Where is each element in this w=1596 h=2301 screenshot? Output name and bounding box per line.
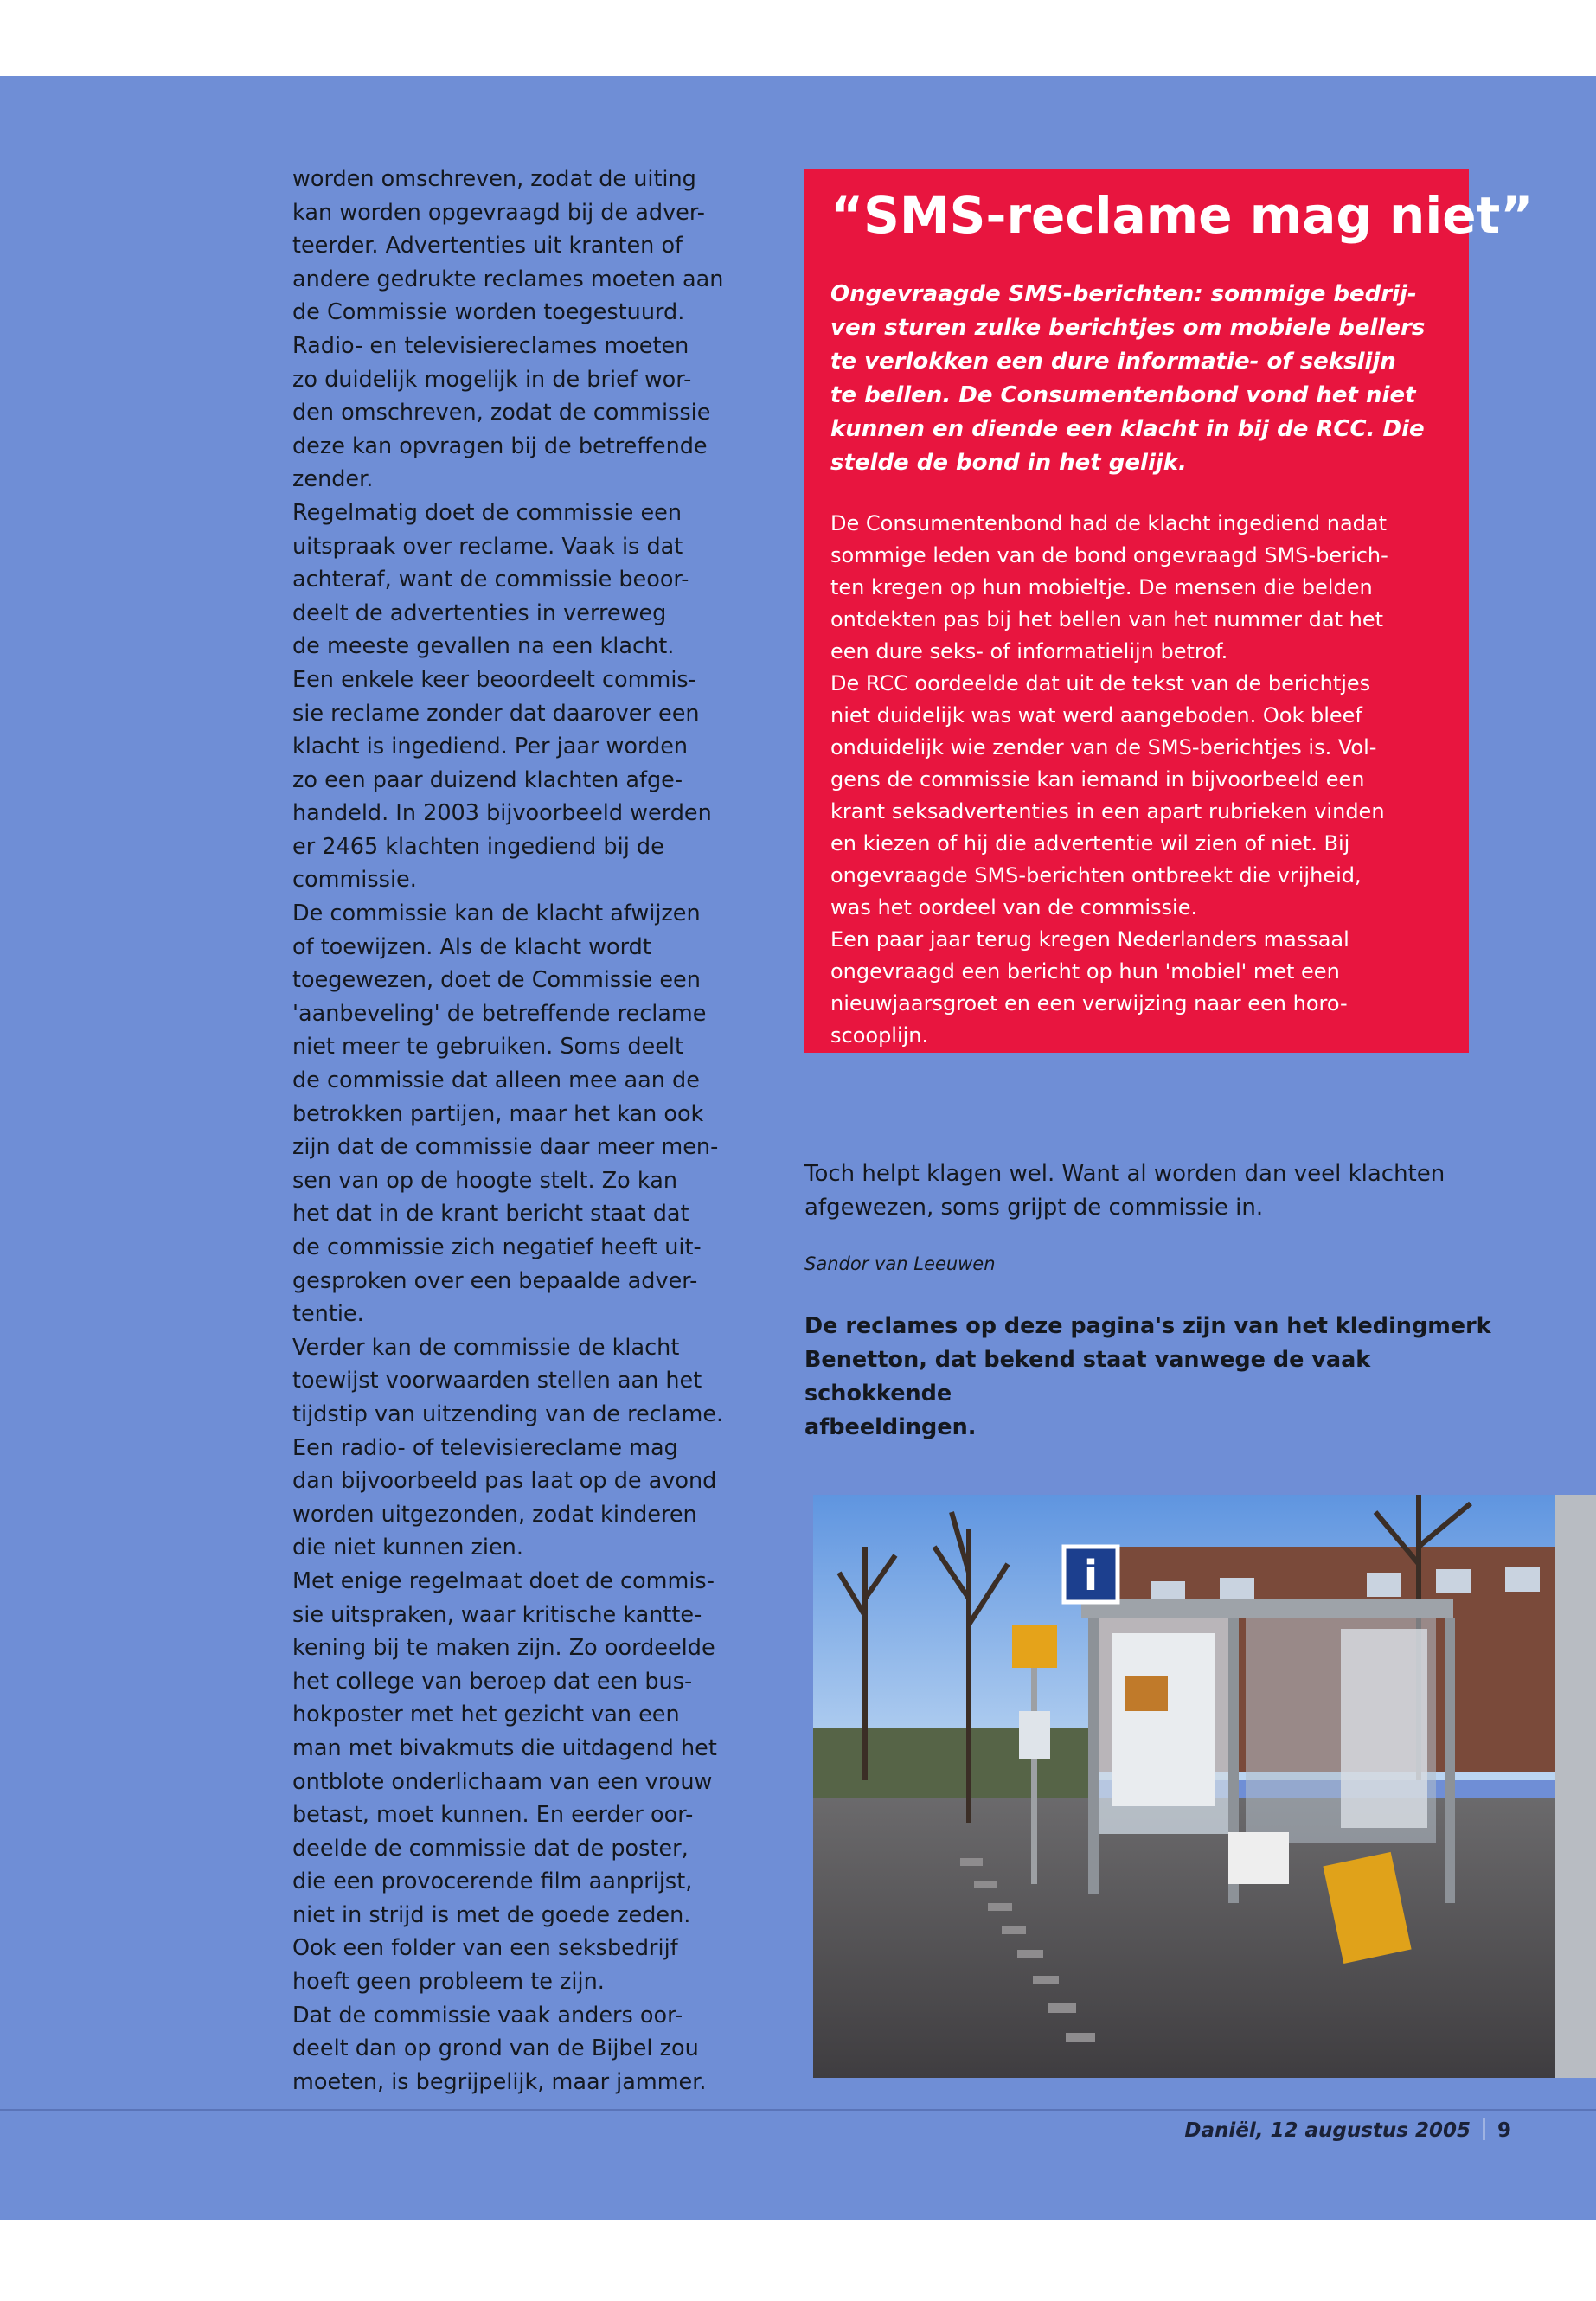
article-line: tijdstip van uitzending van de reclame. [292,1400,724,1427]
article-line: deze kan opvragen bij de betreffende [292,433,708,459]
article-line: betast, moet kunnen. En eerder oor- [292,1802,694,1829]
article-line: tentie. [292,1301,364,1328]
article-line: toewijst voorwaarden stellen aan het [292,1368,702,1394]
article-line: er 2465 klachten ingediend bij de [292,833,664,860]
article-line: sie reclame zonder dat daarover een [292,700,700,727]
sidebar-body-line: krant seksadvertenties in een apart rubrieken vinden [830,799,1385,824]
article-line: Met enige regelmaat doet de commis- [292,1567,715,1594]
article-line: niet in strijd is met de goede zeden. [292,1901,691,1928]
article-line: hoeft geen probleem te zijn. [292,1969,605,1996]
article-line: Dat de commissie vaak anders oor- [292,2002,683,2029]
photo-pavement [813,1798,1596,2078]
article-line: deelde de commissie dat de poster, [292,1835,689,1862]
sidebar-body-line: ten kregen op hun mobieltje. De mensen die belden [830,575,1373,599]
footer-publication: Daniël, 12 augustus 2005 [1184,2119,1471,2142]
article-line: zijn dat de commissie daar meer men- [292,1134,719,1161]
author-byline: Sandor van Leeuwen [804,1253,996,1274]
article-line: de commissie dat alleen mee aan de [292,1067,700,1094]
sidebar-lead-line: stelde de bond in het gelijk. [830,450,1187,476]
article-line: toegewezen, doet de Commissie een [292,967,701,994]
caption-line: De reclames op deze pagina's zijn van het kledingmerk [804,1313,1491,1339]
article-line: of toewijzen. Als de klacht wordt [292,933,651,960]
article-line: die niet kunnen zien. [292,1535,523,1561]
sidebar-body-line: ongevraagd een bericht op hun 'mobiel' met een [830,959,1340,984]
sidebar-lead-line: te bellen. De Consumentenbond vond het niet [830,382,1416,408]
article-line: gesproken over een bepaalde adver- [292,1267,698,1294]
article-line: worden omschreven, zodat de uiting [292,166,696,192]
article-line: sen van op de hoogte stelt. Zo kan [292,1167,677,1194]
photo-caption [804,1310,1514,1445]
sidebar-body-line: Een paar jaar terug kregen Nederlanders massaal [830,927,1349,952]
page-number: 9 [1497,2119,1511,2142]
caption-line: Benetton, dat bekend staat vanwege de vaak schokkende [804,1347,1371,1407]
article-line: het dat in de krant bericht staat dat [292,1201,689,1227]
article-line: handeld. In 2003 bijvoorbeeld werden [292,800,712,827]
article-line: moeten, is begrijpelijk, maar jammer. [292,2068,707,2095]
closing-line: Toch helpt klagen wel. Want al worden dan veel klachten [804,1161,1445,1187]
sidebar-lead-line: Ongevraagde SMS-berichten: sommige bedrij- [830,281,1417,307]
article-line: betrokken partijen, maar het kan ook [292,1100,704,1127]
article-line: Radio- en televisiereclames moeten [292,332,689,359]
article-line: kan worden opgevraagd bij de adver- [292,199,705,226]
closing-paragraph [804,1157,1514,1225]
sidebar-lead-line: te verlokken een dure informatie- of sekslijn [830,349,1396,375]
article-line: die een provocerende film aanprijst, [292,1868,693,1895]
sidebar-body-line: sommige leden van de bond ongevraagd SMS-berich- [830,543,1388,567]
article-line: 'aanbeveling' de betreffende reclame [292,1000,707,1027]
article-line: De commissie kan de klacht afwijzen [292,901,701,927]
article-line: hokposter met het gezicht van een [292,1702,680,1728]
sidebar-body-line: De Consumentenbond had de klacht ingediend nadat [830,511,1387,535]
sidebar-body [830,508,1441,1052]
article-line: commissie. [292,867,417,894]
footer-separator [1483,2118,1485,2140]
article-line: Een radio- of televisiereclame mag [292,1434,678,1461]
article-line: dan bijvoorbeeld pas laat op de avond [292,1468,717,1495]
article-line: achteraf, want de commissie beoor- [292,567,689,593]
sidebar-body-line: scooplijn. [830,1023,929,1048]
article-line: andere gedrukte reclames moeten aan [292,266,724,292]
sidebar-body-line: niet duidelijk was wat werd aangeboden. Ook bleef [830,703,1362,727]
article-line: zo duidelijk mogelijk in de brief wor- [292,366,692,393]
article-line: Een enkele keer beoordeelt commis- [292,666,696,693]
sidebar-body-line: ontdekten pas bij het bellen van het nummer dat het [830,607,1384,631]
sidebar-title: “SMS-reclame mag niet” [830,186,1534,245]
article-line: worden uitgezonden, zodat kinderen [292,1501,697,1528]
sidebar-body-line: en kiezen of hij die advertentie wil zien of niet. Bij [830,831,1350,856]
sidebar-lead [830,278,1441,480]
closing-line: afgewezen, soms grijpt de commissie in. [804,1195,1264,1221]
info-sign [1064,1547,1118,1602]
sidebar-lead-line: ven sturen zulke berichtjes om mobiele bellers [830,315,1426,341]
bus-shelter-photo [813,1495,1596,2078]
sidebar-body-line: nieuwjaarsgroet en een verwijzing naar een horo- [830,991,1348,1016]
article-line: deelt de advertenties in verreweg [292,599,667,626]
info-sign-letter: i [1083,1552,1099,1600]
left-article-column [292,163,777,2099]
article-line: de meeste gevallen na een klacht. [292,633,675,660]
sidebar-body-line: gens de commissie kan iemand in bijvoorbeeld een [830,767,1365,792]
sidebar-body-line: onduidelijk wie zender van de SMS-berichtjes is. Vol- [830,735,1377,760]
page-footer [1184,2118,1511,2142]
article-line: het college van beroep dat een bus- [292,1668,693,1695]
article-line: man met bivakmuts die uitdagend het [292,1734,717,1761]
article-line: den omschreven, zodat de commissie [292,400,711,426]
article-line: Ook een folder van een seksbedrijf [292,1935,678,1962]
footer-rule [0,2109,1596,2111]
article-line: uitspraak over reclame. Vaak is dat [292,533,683,560]
article-line: de Commissie worden toegestuurd. [292,299,685,326]
article-line: zo een paar duizend klachten afge- [292,766,683,793]
article-line: de commissie zich negatief heeft uit- [292,1234,702,1260]
article-line: klacht is ingediend. Per jaar worden [292,734,689,760]
sidebar-body-line: De RCC oordeelde dat uit de tekst van de berichtjes [830,671,1371,695]
sidebar-lead-line: kunnen en diende een klacht in bij de RCC. Die [830,416,1425,442]
article-line: teerder. Advertenties uit kranten of [292,233,683,260]
sidebar-body-line: was het oordeel van de commissie. [830,895,1198,920]
lamp-post [1555,1495,1596,2078]
article-line: sie uitspraken, waar kritische kantte- [292,1601,702,1628]
article-line: niet meer te gebruiken. Soms deelt [292,1034,684,1061]
caption-line: afbeeldingen. [804,1414,977,1440]
article-line: Verder kan de commissie de klacht [292,1334,680,1361]
sidebar-body-line: een dure seks- of informatielijn betrof. [830,639,1228,663]
article-line: ontblote onderlichaam van een vrouw [292,1768,713,1795]
sms-sidebar-box [804,169,1534,1053]
sidebar-body-line: ongevraagde SMS-berichten ontbreekt die vrijheid, [830,863,1362,888]
right-column-text [804,1157,1514,1445]
article-line: kening bij te maken zijn. Zo oordeelde [292,1635,715,1662]
photo-grass [813,1728,1099,1806]
article-line: Regelmatig doet de commissie een [292,499,682,526]
magazine-page [0,76,1596,2220]
article-line: zender. [292,466,374,493]
article-line: deelt dan op grond van de Bijbel zou [292,2035,699,2062]
